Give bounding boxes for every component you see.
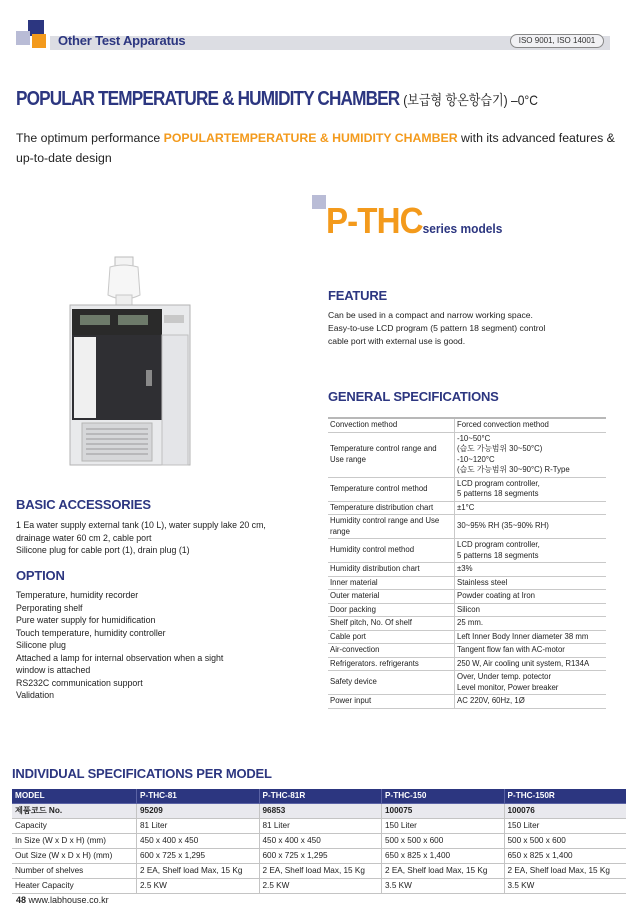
page-title-main: POPULAR TEMPERATURE & HUMIDITY CHAMBER <box>16 88 400 110</box>
series-title <box>326 200 502 242</box>
spec-value <box>455 418 607 432</box>
accessories-heading: BASIC ACCESSORIES <box>16 497 151 512</box>
spec-value-line: LCD program controller, <box>457 540 540 549</box>
spec-value <box>455 515 607 539</box>
series-model: P-THC <box>326 200 423 241</box>
individual-spec-row <box>12 864 626 879</box>
section-title: Other Test Apparatus <box>58 33 186 48</box>
general-spec-row <box>328 418 606 432</box>
general-spec-row <box>328 590 606 604</box>
spec-value-line: Over, Under temp. potector <box>457 672 552 681</box>
individual-spec-cell: Out Size (W x D x H) (mm) <box>12 849 137 864</box>
general-spec-row <box>328 671 606 695</box>
general-spec-row <box>328 432 606 477</box>
feature-text <box>328 309 618 348</box>
iso-badge: ISO 9001, ISO 14001 <box>510 34 604 48</box>
individual-spec-cell: 650 x 825 x 1,400 <box>504 849 626 864</box>
individual-spec-cell: 600 x 725 x 1,295 <box>137 849 260 864</box>
accessories-line: Silicone plug for cable port (1), drain plug (1) <box>16 545 190 555</box>
individual-spec-cell: 2 EA, Shelf load Max, 15 Kg <box>504 864 626 879</box>
individual-spec-cell: 95209 <box>137 804 260 819</box>
individual-spec-cell: 150 Liter <box>504 819 626 834</box>
individual-spec-row <box>12 789 626 804</box>
option-line: Pure water supply for humidification <box>16 615 156 625</box>
individual-spec-cell: 3.5 KW <box>382 879 505 894</box>
spec-value-line: Tangent flow fan with AC-motor <box>457 645 565 654</box>
general-spec-row <box>328 501 606 515</box>
general-spec-row <box>328 657 606 671</box>
option-line: Perporating shelf <box>16 602 83 613</box>
product-image <box>60 255 200 470</box>
intro-highlight: POPULARTEMPERATURE & HUMIDITY CHAMBER <box>163 131 458 145</box>
individual-spec-cell: P-THC-81R <box>259 789 382 804</box>
individual-spec-cell: 2.5 KW <box>137 879 260 894</box>
option-line: Touch temperature, humidity controller <box>16 627 166 638</box>
spec-key: Humidity control range and Use range <box>328 515 455 539</box>
accessories-line: drainage water 60 cm 2, cable port <box>16 532 152 543</box>
spec-key: Safety device <box>328 671 455 695</box>
spec-value <box>455 539 607 563</box>
individual-spec-cell: Capacity <box>12 819 137 834</box>
spec-value-line: AC 220V, 60Hz, 1Ø <box>457 696 525 705</box>
spec-value <box>455 695 607 709</box>
individual-spec-cell: P-THC-150 <box>382 789 505 804</box>
option-line: RS232C communication support <box>16 677 143 688</box>
spec-value-line: LCD program controller, <box>457 478 540 488</box>
individual-spec-row <box>12 879 626 894</box>
individual-spec-cell: 2 EA, Shelf load Max, 15 Kg <box>382 864 505 879</box>
individual-spec-cell: 100075 <box>382 804 505 819</box>
individual-spec-heading: INDIVIDUAL SPECIFICATIONS PER MODEL <box>12 766 272 781</box>
accessories-list <box>16 519 316 557</box>
individual-spec-row <box>12 819 626 834</box>
accessories-line: 1 Ea water supply external tank (10 L), water supply lake 20 cm, <box>16 520 266 530</box>
spec-value <box>455 644 607 658</box>
general-spec-row <box>328 477 606 501</box>
spec-value-line: 5 patterns 18 segments <box>457 489 539 498</box>
spec-value <box>455 630 607 644</box>
individual-spec-cell: 96853 <box>259 804 382 819</box>
spec-key: Temperature distribution chart <box>328 501 455 515</box>
spec-value <box>455 432 607 477</box>
feature-line: cable port with external use is good. <box>328 336 466 346</box>
general-spec-row <box>328 576 606 590</box>
general-spec-table <box>328 417 606 709</box>
general-spec-heading: GENERAL SPECIFICATIONS <box>328 389 499 404</box>
series-square <box>312 195 326 209</box>
option-line: window is attached <box>16 665 91 675</box>
individual-spec-cell: 500 x 500 x 600 <box>382 834 505 849</box>
individual-spec-row <box>12 834 626 849</box>
spec-key: Cable port <box>328 630 455 644</box>
series-suffix: series models <box>422 221 503 236</box>
individual-spec-row <box>12 849 626 864</box>
option-line: Temperature, humidity recorder <box>16 590 139 600</box>
spec-key: Temperature control range and Use range <box>328 432 455 477</box>
spec-value-line: 250 W, Air cooling unit system, R134A <box>457 658 590 668</box>
spec-value <box>455 617 607 631</box>
option-list <box>16 589 316 702</box>
individual-spec-cell: 450 x 400 x 450 <box>137 834 260 849</box>
spec-value-line: Forced convection method <box>457 420 549 429</box>
individual-spec-cell: 2 EA, Shelf load Max, 15 Kg <box>137 864 260 879</box>
option-line: Silicone plug <box>16 640 66 650</box>
spec-value-line: Left Inner Body Inner diameter 38 mm <box>457 631 589 641</box>
individual-spec-cell: 81 Liter <box>137 819 260 834</box>
option-line: Attached a lamp for internal observation when a sight <box>16 652 224 663</box>
individual-spec-table <box>12 789 626 894</box>
spec-value <box>455 501 607 515</box>
general-spec-row <box>328 563 606 577</box>
spec-value-line: -10~120°C <box>457 454 495 464</box>
individual-spec-cell: Number of shelves <box>12 864 137 879</box>
spec-value-line: Stainless steel <box>457 577 508 587</box>
general-spec-row <box>328 603 606 617</box>
general-spec-row <box>328 695 606 709</box>
spec-value-line: Silicon <box>457 604 480 614</box>
spec-key: Outer material <box>328 590 455 604</box>
spec-key: Shelf pitch, No. Of shelf <box>328 617 455 631</box>
individual-spec-cell: 81 Liter <box>259 819 382 834</box>
footer-url: www.labhouse.co.kr <box>28 895 109 905</box>
general-spec-row <box>328 630 606 644</box>
spec-key: Humidity distribution chart <box>328 563 455 577</box>
spec-key: Refrigerators. refrigerants <box>328 657 455 671</box>
intro-text <box>16 128 616 168</box>
individual-spec-cell: 500 x 500 x 600 <box>504 834 626 849</box>
individual-spec-cell: MODEL <box>12 789 137 804</box>
individual-spec-cell: 450 x 400 x 450 <box>259 834 382 849</box>
option-heading: OPTION <box>16 568 65 583</box>
spec-value <box>455 657 607 671</box>
individual-spec-cell: 2.5 KW <box>259 879 382 894</box>
spec-value <box>455 563 607 577</box>
individual-spec-cell: 600 x 725 x 1,295 <box>259 849 382 864</box>
spec-value-line: ±3% <box>457 564 473 573</box>
spec-key: Power input <box>328 695 455 709</box>
individual-spec-cell: 제품코드 No. <box>12 804 137 819</box>
option-line: Validation <box>16 690 54 700</box>
spec-value <box>455 590 607 604</box>
spec-value <box>455 477 607 501</box>
individual-spec-cell: P-THC-81 <box>137 789 260 804</box>
general-spec-row <box>328 539 606 563</box>
general-spec-row <box>328 515 606 539</box>
spec-key: Temperature control method <box>328 477 455 501</box>
spec-value-line: (습도 가능범위 30~50°C) <box>457 444 543 453</box>
spec-value <box>455 671 607 695</box>
feature-line: Easy-to-use LCD program (5 pattern 18 segment) control <box>328 323 546 333</box>
spec-value-line: 30~95% RH (35~90% RH) <box>457 521 549 531</box>
spec-value-line: -10~50°C <box>457 433 491 443</box>
spec-key: Door packing <box>328 603 455 617</box>
spec-value-line: 25 mm. <box>457 618 483 627</box>
intro-post: with its advanced features & up-to-date design <box>16 131 615 165</box>
page-title-korean: (보급형 항온항습기) –0°C <box>403 92 538 108</box>
spec-value-line: ±1°C <box>457 502 475 512</box>
spec-key: Air-convection <box>328 644 455 658</box>
spec-key: Inner material <box>328 576 455 590</box>
individual-spec-cell: 3.5 KW <box>504 879 626 894</box>
spec-value-line: (습도 가능범위 30~90°C) R-Type <box>457 465 570 474</box>
feature-heading: FEATURE <box>328 288 388 303</box>
page-number: 48 <box>16 895 27 905</box>
spec-value <box>455 576 607 590</box>
general-spec-row <box>328 617 606 631</box>
individual-spec-cell: 100076 <box>504 804 626 819</box>
individual-spec-row <box>12 804 626 819</box>
individual-spec-cell: Heater Capacity <box>12 879 137 894</box>
spec-value-line: 5 patterns 18 segments <box>457 550 539 560</box>
spec-value-line: Level monitor, Power breaker <box>457 682 559 692</box>
individual-spec-cell: 150 Liter <box>382 819 505 834</box>
feature-line: Can be used in a compact and narrow working space. <box>328 310 533 320</box>
page-title <box>16 88 538 111</box>
chamber-illustration <box>60 255 200 470</box>
individual-spec-cell: In Size (W x D x H) (mm) <box>12 834 137 849</box>
general-spec-row <box>328 644 606 658</box>
spec-key: Humidity control method <box>328 539 455 563</box>
spec-value <box>455 603 607 617</box>
spec-value-line: Powder coating at Iron <box>457 591 536 600</box>
individual-spec-cell: P-THC-150R <box>504 789 626 804</box>
logo-square-light <box>16 31 30 45</box>
footer <box>16 895 109 905</box>
spec-key: Convection method <box>328 418 455 432</box>
individual-spec-cell: 2 EA, Shelf load Max, 15 Kg <box>259 864 382 879</box>
intro-pre: The optimum performance <box>16 131 164 145</box>
individual-spec-cell: 650 x 825 x 1,400 <box>382 849 505 864</box>
logo-square-orange <box>32 34 46 48</box>
